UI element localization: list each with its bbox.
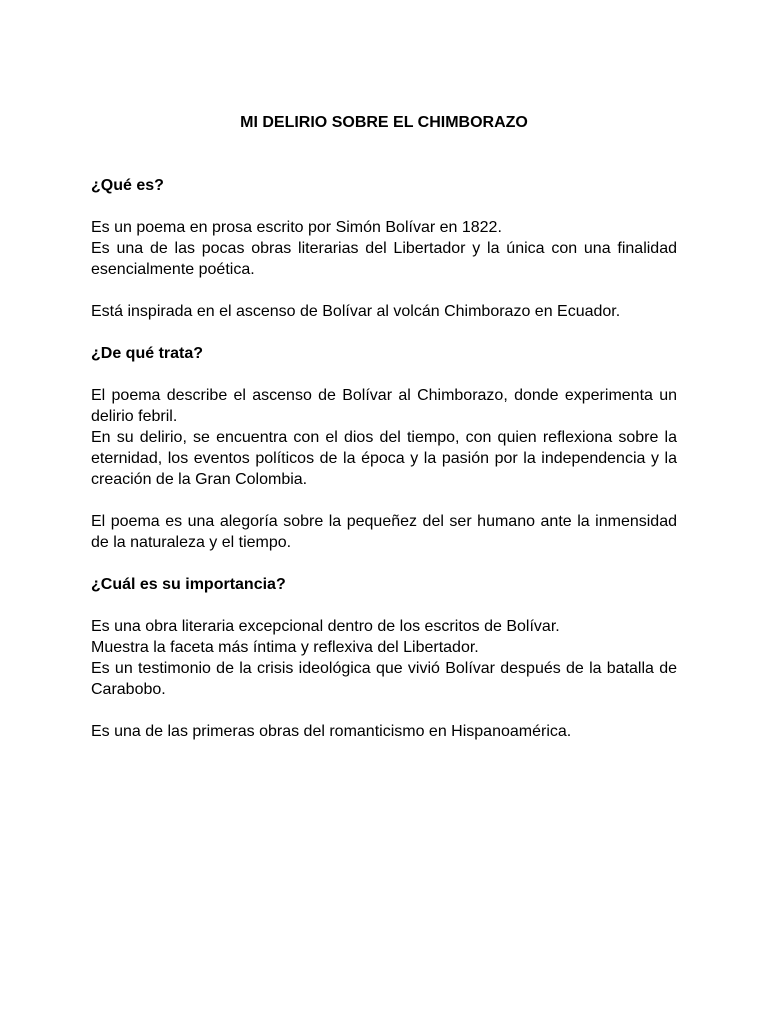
document-title: MI DELIRIO SOBRE EL CHIMBORAZO <box>240 114 528 131</box>
paragraph-line: Está inspirada en el ascenso de Bolívar al volcán Chimborazo en Ecuador. <box>91 303 621 320</box>
paragraph <box>91 217 677 280</box>
paragraph <box>91 616 677 700</box>
paragraph <box>91 301 677 322</box>
section-heading: ¿Qué es? <box>91 177 164 194</box>
section-que-es <box>91 175 677 322</box>
paragraph <box>91 511 677 553</box>
paragraph <box>91 721 677 742</box>
document-page <box>91 112 677 763</box>
section-heading: ¿De qué trata? <box>91 345 204 362</box>
section-heading: ¿Cuál es su importancia? <box>91 576 286 593</box>
paragraph-line: El poema describe el ascenso de Bolívar al Chimborazo, donde experimenta un delirio febril. <box>91 387 677 425</box>
paragraph-line: En su delirio, se encuentra con el dios del tiempo, con quien reflexiona sobre la eternidad, los eventos políticos de la época y la pasión por la independencia y la creación de la Gran Colombia. <box>91 429 677 488</box>
paragraph-line: Es una de las pocas obras literarias del Libertador y la única con una finalidad esencialmente poética. <box>91 240 677 278</box>
section-importancia <box>91 574 677 742</box>
paragraph-line: Es una obra literaria excepcional dentro de los escritos de Bolívar. <box>91 618 560 635</box>
paragraph-line: El poema es una alegoría sobre la pequeñez del ser humano ante la inmensidad de la naturaleza y el tiempo. <box>91 513 677 551</box>
paragraph-line: Es un testimonio de la crisis ideológica que vivió Bolívar después de la batalla de Carabobo. <box>91 660 677 698</box>
paragraph-line: Es una de las primeras obras del romanticismo en Hispanoamérica. <box>91 723 572 740</box>
section-de-que-trata <box>91 343 677 553</box>
paragraph-line: Muestra la faceta más íntima y reflexiva del Libertador. <box>91 639 479 656</box>
paragraph <box>91 385 677 490</box>
paragraph-line: Es un poema en prosa escrito por Simón Bolívar en 1822. <box>91 219 502 236</box>
